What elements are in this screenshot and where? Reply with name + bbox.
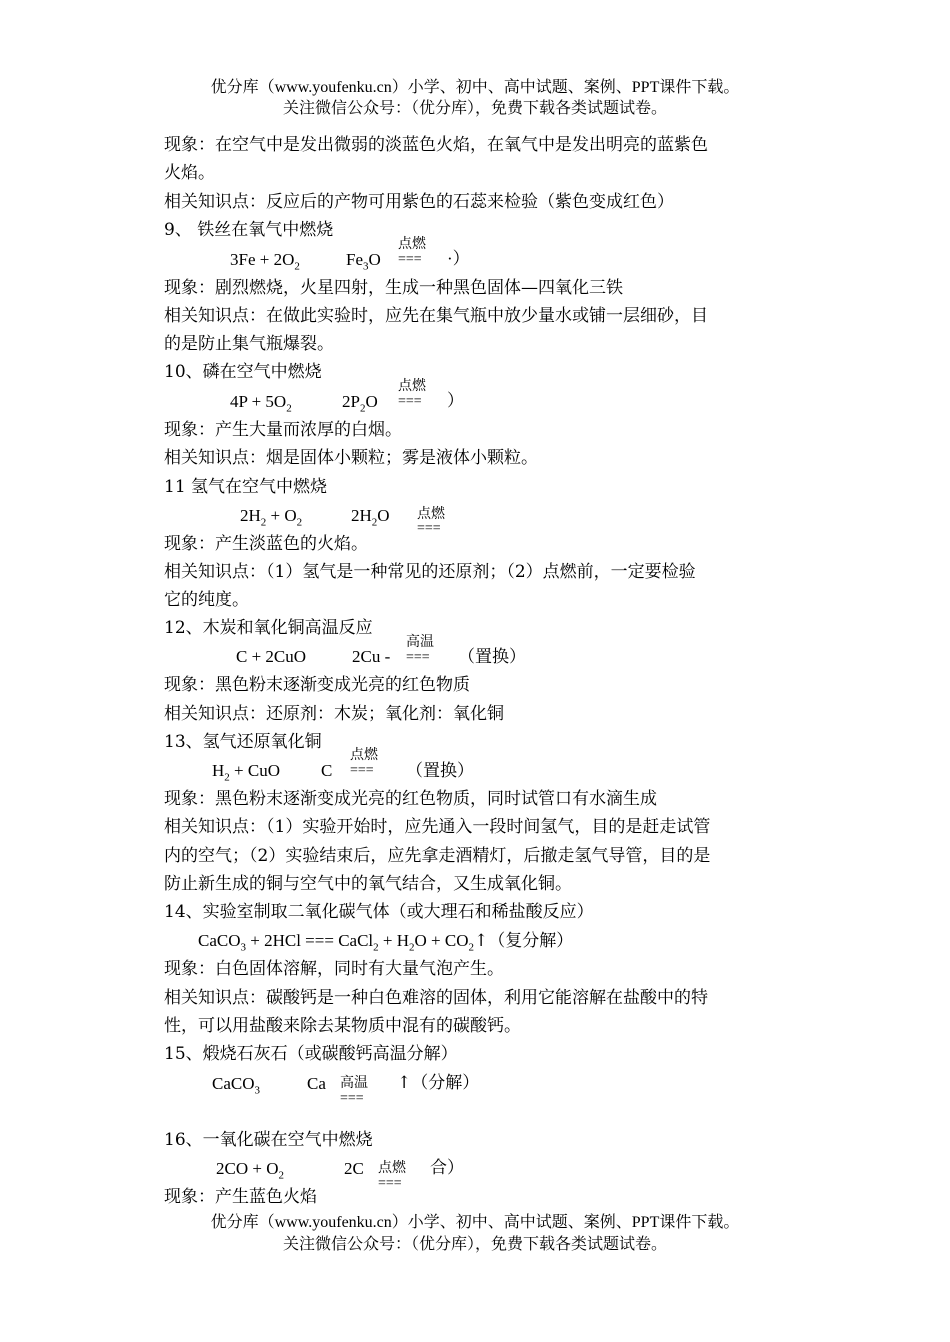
- s11-knowledge-1: 相关知识点：（1）氢气是一种常见的还原剂；（2）点燃前，一定要检验: [164, 562, 696, 582]
- s13-knowledge-1: 相关知识点：（1）实验开始时，应先通入一段时间氢气，目的是赶走试管: [164, 817, 711, 837]
- header-line-1: 优分库（www.youfenku.cn）小学、初中、高中试题、案例、PPT课件下载。: [210, 79, 740, 96]
- s12-phenomenon: 现象：黑色粉末逐渐变成光亮的红色物质: [164, 675, 470, 695]
- header-line-2: 关注微信公众号：（优分库），免费下载各类试题试卷。: [282, 100, 667, 117]
- s10-equals-bar: ===: [398, 394, 422, 409]
- s16-equation-right: 2C: [344, 1159, 364, 1178]
- s15-equation-right: Ca: [307, 1074, 326, 1093]
- s13-equation-right: C: [321, 761, 333, 780]
- s12-knowledge: 相关知识点：还原剂：木炭；氧化剂：氧化铜: [164, 704, 504, 724]
- s13-condition: 点燃: [350, 747, 378, 763]
- s9-equation-left: $3Fe + 2O_2$: [230, 250, 300, 273]
- s15-condition: 高温: [340, 1075, 368, 1091]
- s9-equation-tail: ·）: [447, 249, 470, 268]
- s16-condition: 点燃: [378, 1160, 406, 1176]
- s13-phenomenon: 现象：黑色粉末逐渐变成光亮的红色物质，同时试管口有水滴生成: [164, 789, 657, 809]
- s16-equation-left: $2CO + O_2$: [216, 1159, 284, 1182]
- s12-equation-left: C + 2CuO: [236, 647, 307, 666]
- s8-phenomenon-1: 现象：在空气中是发出微弱的淡蓝色火焰，在氧气中是发出明亮的蓝紫色: [164, 135, 708, 155]
- s9-equals-bar: ===: [398, 252, 422, 267]
- s11-phenomenon: 现象：产生淡蓝色的火焰。: [164, 534, 368, 554]
- s11-title: 11 氢气在空气中燃烧: [164, 477, 328, 497]
- s9-knowledge-1: 相关知识点：在做此实验时，应先在集气瓶中放少量水或铺一层细砂，目: [164, 306, 708, 326]
- s9-equation-right: $Fe_3O$: [346, 250, 381, 273]
- s14-phenomenon: 现象：白色固体溶解，同时有大量气泡产生。: [164, 959, 504, 979]
- s16-title: 16、一氧化碳在空气中燃烧: [164, 1130, 373, 1150]
- s14-equation: CaCO$_3$ + 2HCl === CaCl$_2$ + $H_2O$ + $CO_2↑$（复分解）: [198, 931, 574, 954]
- s16-equals-bar: ===: [378, 1176, 402, 1191]
- s13-equals-bar: ===: [350, 763, 374, 778]
- s9-condition: 点燃: [398, 236, 426, 252]
- s14-title: 14、实验室制取二氧化碳气体（或大理石和稀盐酸反应）: [164, 902, 594, 922]
- footer-line-2: 关注微信公众号：（优分库），免费下载各类试题试卷。: [282, 1236, 667, 1253]
- s12-equation-right: 2Cu -: [352, 647, 391, 666]
- s9-knowledge-2: 的是防止集气瓶爆裂。: [164, 334, 334, 354]
- s11-equals-bar: ===: [417, 521, 441, 536]
- s16-equation-tail: 合）: [430, 1158, 464, 1178]
- s10-equation-tail: ）: [447, 391, 464, 410]
- s13-equation-left: $H_2$ + CuO: [212, 761, 280, 784]
- s10-equation-left: $4P + 5O_2$: [230, 392, 292, 415]
- s9-title: 9、 铁丝在氧气中燃烧: [164, 220, 334, 240]
- s12-condition: 高温: [406, 634, 434, 650]
- s12-title: 12、木炭和氧化铜高温反应: [164, 618, 373, 638]
- s10-condition: 点燃: [398, 378, 426, 394]
- s8-knowledge: 相关知识点：反应后的产物可用紫色的石蕊来检验（紫色变成红色）: [164, 192, 674, 212]
- s13-knowledge-3: 防止新生成的铜与空气中的氧气结合，又生成氧化铜。: [164, 874, 572, 894]
- s9-phenomenon: 现象：剧烈燃烧，火星四射，生成一种黑色固体—四氧化三铁: [164, 278, 623, 298]
- s11-equation-right: $2H_2O$: [351, 506, 390, 529]
- s12-equation-tail: （置换）: [458, 647, 526, 667]
- s13-equation-tail: （置换）: [406, 761, 474, 781]
- s14-knowledge-2: 性，可以用盐酸来除去某物质中混有的碳酸钙。: [164, 1016, 521, 1036]
- s10-equation-right: $2P_2O$: [342, 392, 378, 415]
- s15-equals-bar: ===: [340, 1091, 364, 1106]
- s15-equation-tail: ↑（分解）: [397, 1073, 480, 1093]
- s13-knowledge-2: 内的空气；（2）实验结束后，应先拿走酒精灯，后撤走氢气导管，目的是: [164, 846, 711, 866]
- s10-knowledge: 相关知识点：烟是固体小颗粒；雾是液体小颗粒。: [164, 448, 538, 468]
- s11-condition: 点燃: [417, 506, 445, 522]
- s16-phenomenon: 现象：产生蓝色火焰: [164, 1187, 317, 1207]
- s10-phenomenon: 现象：产生大量而浓厚的白烟。: [164, 420, 402, 440]
- s13-title: 13、氢气还原氧化铜: [164, 732, 322, 752]
- s10-title: 10、磷在空气中燃烧: [164, 362, 322, 382]
- s12-equals-bar: ===: [406, 650, 430, 665]
- s11-knowledge-2: 它的纯度。: [164, 590, 249, 610]
- s11-equation-left: $2H_2 + O_2$: [240, 506, 303, 529]
- s14-knowledge-1: 相关知识点：碳酸钙是一种白色难溶的固体，利用它能溶解在盐酸中的特: [164, 988, 708, 1008]
- s15-title: 15、煅烧石灰石（或碳酸钙高温分解）: [164, 1044, 458, 1064]
- s8-phenomenon-2: 火焰。: [164, 163, 215, 183]
- s15-equation-left: CaCO$_3$: [212, 1074, 260, 1097]
- footer-line-1: 优分库（www.youfenku.cn）小学、初中、高中试题、案例、PPT课件下载。: [210, 1214, 740, 1231]
